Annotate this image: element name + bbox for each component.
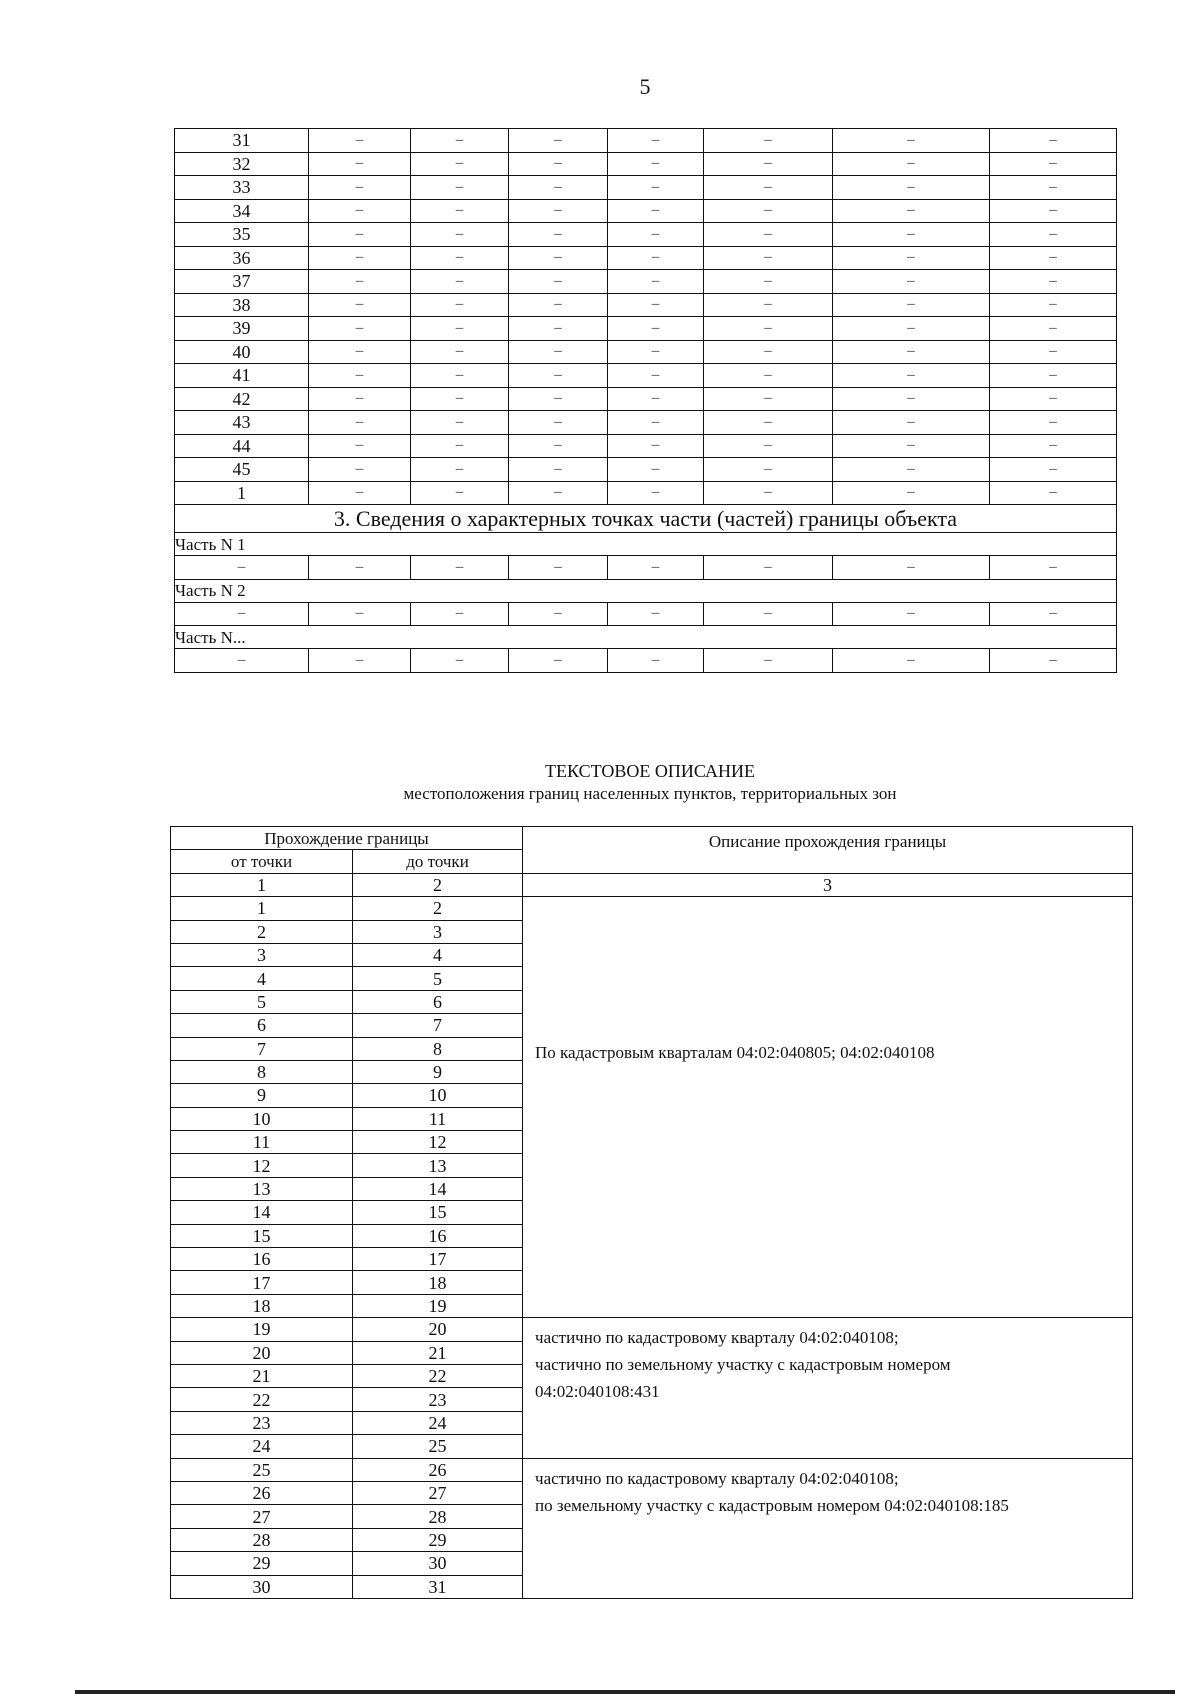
empty-value-dash: – bbox=[411, 176, 509, 200]
from-point-cell: 21 bbox=[171, 1364, 353, 1387]
to-point-cell: 10 bbox=[353, 1084, 523, 1107]
empty-value-dash: – bbox=[608, 293, 704, 317]
table-row bbox=[171, 1318, 1133, 1341]
to-point-cell: 26 bbox=[353, 1458, 523, 1481]
table-row bbox=[175, 434, 1117, 458]
empty-value-dash: – bbox=[411, 387, 509, 411]
empty-value-dash: – bbox=[704, 270, 833, 294]
empty-value-dash: – bbox=[309, 411, 411, 435]
empty-value-dash: – bbox=[411, 364, 509, 388]
to-point-cell: 23 bbox=[353, 1388, 523, 1411]
description-line: По кадастровым кварталам 04:02:040805; 04:02:040108 bbox=[535, 1042, 935, 1062]
empty-value-dash: – bbox=[411, 602, 509, 626]
empty-value-dash: – bbox=[704, 293, 833, 317]
empty-value-dash: – bbox=[608, 364, 704, 388]
part-label-row bbox=[175, 579, 1117, 602]
empty-value-dash: – bbox=[704, 176, 833, 200]
to-point-cell: 16 bbox=[353, 1224, 523, 1247]
from-point-cell: 25 bbox=[171, 1458, 353, 1481]
table-row bbox=[175, 602, 1117, 626]
to-point-cell: 29 bbox=[353, 1528, 523, 1551]
empty-value-dash: – bbox=[509, 602, 608, 626]
column-number-1: 1 bbox=[171, 873, 353, 896]
from-point-cell: 17 bbox=[171, 1271, 353, 1294]
empty-value-dash: – bbox=[833, 246, 990, 270]
empty-value-dash: – bbox=[833, 387, 990, 411]
table-row bbox=[175, 458, 1117, 482]
boundary-description-cell bbox=[523, 897, 1133, 1318]
to-point-header: до точки bbox=[353, 850, 523, 873]
empty-value-dash: – bbox=[704, 340, 833, 364]
empty-value-dash: – bbox=[833, 270, 990, 294]
table-row bbox=[175, 364, 1117, 388]
table-row bbox=[175, 129, 1117, 153]
empty-value-dash: – bbox=[990, 602, 1117, 626]
from-point-cell: 18 bbox=[171, 1294, 353, 1317]
description-line: частично по земельному участку с кадастровым номером bbox=[535, 1355, 951, 1375]
to-point-cell: 3 bbox=[353, 920, 523, 943]
empty-value-dash: – bbox=[704, 223, 833, 247]
empty-value-dash: – bbox=[411, 458, 509, 482]
empty-value-dash: – bbox=[309, 293, 411, 317]
empty-value-dash: – bbox=[411, 434, 509, 458]
empty-value-dash: – bbox=[608, 129, 704, 153]
empty-value-dash: – bbox=[990, 387, 1117, 411]
point-number: 33 bbox=[175, 176, 309, 200]
empty-value-dash: – bbox=[608, 649, 704, 673]
from-point-cell: 2 bbox=[171, 920, 353, 943]
from-point-header: от точки bbox=[171, 850, 353, 873]
from-point-cell: 6 bbox=[171, 1014, 353, 1037]
table-row bbox=[175, 649, 1117, 673]
to-point-cell: 8 bbox=[353, 1037, 523, 1060]
to-point-cell: 25 bbox=[353, 1435, 523, 1458]
page-number: 5 bbox=[639, 74, 651, 99]
to-point-cell: 27 bbox=[353, 1481, 523, 1504]
empty-value-dash: – bbox=[704, 129, 833, 153]
empty-value-dash: – bbox=[990, 481, 1117, 505]
empty-value-dash: – bbox=[704, 199, 833, 223]
empty-value-dash: – bbox=[833, 556, 990, 580]
empty-value-dash: – bbox=[608, 411, 704, 435]
table-row bbox=[175, 152, 1117, 176]
boundary-description-cell bbox=[523, 1318, 1133, 1458]
to-point-cell: 30 bbox=[353, 1552, 523, 1575]
part-label-row bbox=[175, 626, 1117, 649]
empty-value-dash: – bbox=[608, 176, 704, 200]
from-point-cell: 26 bbox=[171, 1481, 353, 1504]
to-point-cell: 14 bbox=[353, 1177, 523, 1200]
boundary-description-cell bbox=[523, 1458, 1133, 1598]
empty-value-dash: – bbox=[309, 458, 411, 482]
empty-value-dash: – bbox=[833, 411, 990, 435]
point-number: 39 bbox=[175, 317, 309, 341]
passage-header: Прохождение границы bbox=[171, 827, 523, 850]
empty-value-dash: – bbox=[990, 270, 1117, 294]
empty-value-dash: – bbox=[990, 129, 1117, 153]
empty-value-dash: – bbox=[309, 176, 411, 200]
empty-value-dash: – bbox=[990, 223, 1117, 247]
empty-value-dash: – bbox=[509, 387, 608, 411]
page-bottom-rule bbox=[75, 1690, 1175, 1694]
to-point-cell: 31 bbox=[353, 1575, 523, 1598]
empty-value-dash: – bbox=[833, 649, 990, 673]
point-number: 45 bbox=[175, 458, 309, 482]
from-point-cell: 28 bbox=[171, 1528, 353, 1551]
empty-value-dash: – bbox=[509, 556, 608, 580]
point-number: 42 bbox=[175, 387, 309, 411]
empty-value-dash: – bbox=[704, 387, 833, 411]
empty-value-dash: – bbox=[509, 649, 608, 673]
empty-value-dash: – bbox=[990, 246, 1117, 270]
description-title: ТЕКСТОВОЕ ОПИСАНИЕ bbox=[545, 761, 755, 781]
empty-value-dash: – bbox=[833, 364, 990, 388]
to-point-cell: 6 bbox=[353, 990, 523, 1013]
empty-value-dash: – bbox=[990, 340, 1117, 364]
empty-value-dash: – bbox=[608, 246, 704, 270]
empty-value-dash: – bbox=[411, 293, 509, 317]
to-point-cell: 19 bbox=[353, 1294, 523, 1317]
point-number: 36 bbox=[175, 246, 309, 270]
from-point-cell: 9 bbox=[171, 1084, 353, 1107]
empty-value-dash: – bbox=[411, 556, 509, 580]
empty-value-dash: – bbox=[509, 364, 608, 388]
empty-value-dash: – bbox=[704, 364, 833, 388]
empty-value-dash: – bbox=[411, 199, 509, 223]
empty-value-dash: – bbox=[990, 176, 1117, 200]
table-row bbox=[175, 481, 1117, 505]
table-row bbox=[175, 223, 1117, 247]
empty-value-dash: – bbox=[309, 199, 411, 223]
empty-value-dash: – bbox=[309, 556, 411, 580]
empty-value-dash: – bbox=[704, 246, 833, 270]
empty-value-dash: – bbox=[833, 129, 990, 153]
description-line: частично по кадастровому кварталу 04:02:040108; bbox=[535, 1328, 899, 1348]
table-row bbox=[175, 270, 1117, 294]
point-number: 38 bbox=[175, 293, 309, 317]
empty-value-dash: – bbox=[833, 199, 990, 223]
empty-value-dash: – bbox=[608, 434, 704, 458]
empty-value-dash: – bbox=[833, 176, 990, 200]
table-row bbox=[171, 1458, 1133, 1481]
empty-value-dash: – bbox=[509, 129, 608, 153]
empty-value-dash: – bbox=[990, 293, 1117, 317]
from-point-cell: 10 bbox=[171, 1107, 353, 1130]
table-row bbox=[175, 411, 1117, 435]
point-number: 37 bbox=[175, 270, 309, 294]
to-point-cell: 9 bbox=[353, 1060, 523, 1083]
empty-value-dash: – bbox=[608, 270, 704, 294]
point-number: 40 bbox=[175, 340, 309, 364]
from-point-cell: 5 bbox=[171, 990, 353, 1013]
empty-value-dash: – bbox=[509, 340, 608, 364]
point-number: 35 bbox=[175, 223, 309, 247]
part-label-row bbox=[175, 533, 1117, 556]
to-point-cell: 22 bbox=[353, 1364, 523, 1387]
from-point-cell: 8 bbox=[171, 1060, 353, 1083]
to-point-cell: 5 bbox=[353, 967, 523, 990]
column-number-2: 2 bbox=[353, 873, 523, 896]
empty-value-dash: – bbox=[704, 411, 833, 435]
part-label: Часть N 1 bbox=[175, 533, 1117, 556]
from-point-cell: 13 bbox=[171, 1177, 353, 1200]
to-point-cell: 15 bbox=[353, 1201, 523, 1224]
empty-value-dash: – bbox=[704, 481, 833, 505]
empty-value-dash: – bbox=[990, 199, 1117, 223]
table-row bbox=[175, 317, 1117, 341]
coordinates-table bbox=[174, 128, 1117, 673]
empty-value-dash: – bbox=[175, 649, 309, 673]
description-subtitle: местоположения границ населенных пунктов, территориальных зон bbox=[403, 784, 897, 803]
empty-value-dash: – bbox=[309, 340, 411, 364]
empty-value-dash: – bbox=[509, 176, 608, 200]
empty-value-dash: – bbox=[990, 152, 1117, 176]
empty-value-dash: – bbox=[833, 458, 990, 482]
empty-value-dash: – bbox=[309, 364, 411, 388]
empty-value-dash: – bbox=[509, 458, 608, 482]
empty-value-dash: – bbox=[990, 317, 1117, 341]
empty-value-dash: – bbox=[509, 199, 608, 223]
empty-value-dash: – bbox=[833, 340, 990, 364]
empty-value-dash: – bbox=[309, 270, 411, 294]
boundary-description-table bbox=[170, 826, 1133, 1599]
empty-value-dash: – bbox=[411, 481, 509, 505]
empty-value-dash: – bbox=[509, 270, 608, 294]
part-label: Часть N... bbox=[175, 626, 1117, 649]
empty-value-dash: – bbox=[411, 270, 509, 294]
empty-value-dash: – bbox=[509, 411, 608, 435]
empty-value-dash: – bbox=[833, 434, 990, 458]
point-number: 41 bbox=[175, 364, 309, 388]
empty-value-dash: – bbox=[411, 223, 509, 247]
description-line: 04:02:040108:431 bbox=[535, 1382, 660, 1402]
empty-value-dash: – bbox=[411, 129, 509, 153]
empty-value-dash: – bbox=[833, 223, 990, 247]
table-row bbox=[175, 246, 1117, 270]
to-point-cell: 21 bbox=[353, 1341, 523, 1364]
from-point-cell: 12 bbox=[171, 1154, 353, 1177]
empty-value-dash: – bbox=[309, 649, 411, 673]
empty-value-dash: – bbox=[833, 481, 990, 505]
empty-value-dash: – bbox=[704, 556, 833, 580]
description-line: частично по кадастровому кварталу 04:02:040108; bbox=[535, 1468, 899, 1488]
to-point-cell: 4 bbox=[353, 943, 523, 966]
empty-value-dash: – bbox=[509, 434, 608, 458]
empty-value-dash: – bbox=[833, 293, 990, 317]
from-point-cell: 24 bbox=[171, 1435, 353, 1458]
empty-value-dash: – bbox=[309, 602, 411, 626]
point-number: 1 bbox=[175, 481, 309, 505]
table-row bbox=[175, 176, 1117, 200]
from-point-cell: 23 bbox=[171, 1411, 353, 1434]
point-number: 32 bbox=[175, 152, 309, 176]
to-point-cell: 17 bbox=[353, 1248, 523, 1271]
from-point-cell: 27 bbox=[171, 1505, 353, 1528]
to-point-cell: 28 bbox=[353, 1505, 523, 1528]
empty-value-dash: – bbox=[411, 152, 509, 176]
from-point-cell: 7 bbox=[171, 1037, 353, 1060]
empty-value-dash: – bbox=[990, 411, 1117, 435]
empty-value-dash: – bbox=[833, 152, 990, 176]
to-point-cell: 18 bbox=[353, 1271, 523, 1294]
section-row bbox=[175, 505, 1117, 533]
from-point-cell: 29 bbox=[171, 1552, 353, 1575]
empty-value-dash: – bbox=[990, 649, 1117, 673]
empty-value-dash: – bbox=[509, 246, 608, 270]
to-point-cell: 13 bbox=[353, 1154, 523, 1177]
point-number: 31 bbox=[175, 129, 309, 153]
from-point-cell: 11 bbox=[171, 1131, 353, 1154]
empty-value-dash: – bbox=[704, 317, 833, 341]
point-number: 44 bbox=[175, 434, 309, 458]
from-point-cell: 20 bbox=[171, 1341, 353, 1364]
empty-value-dash: – bbox=[608, 481, 704, 505]
empty-value-dash: – bbox=[990, 458, 1117, 482]
empty-value-dash: – bbox=[509, 293, 608, 317]
from-point-cell: 14 bbox=[171, 1201, 353, 1224]
empty-value-dash: – bbox=[608, 340, 704, 364]
from-point-cell: 15 bbox=[171, 1224, 353, 1247]
to-point-cell: 11 bbox=[353, 1107, 523, 1130]
empty-value-dash: – bbox=[608, 602, 704, 626]
empty-value-dash: – bbox=[704, 649, 833, 673]
table-row bbox=[175, 556, 1117, 580]
from-point-cell: 1 bbox=[171, 897, 353, 920]
empty-value-dash: – bbox=[509, 317, 608, 341]
from-point-cell: 4 bbox=[171, 967, 353, 990]
empty-value-dash: – bbox=[509, 223, 608, 247]
to-point-cell: 24 bbox=[353, 1411, 523, 1434]
table-row bbox=[175, 340, 1117, 364]
empty-value-dash: – bbox=[833, 602, 990, 626]
empty-value-dash: – bbox=[411, 246, 509, 270]
point-number: 43 bbox=[175, 411, 309, 435]
empty-value-dash: – bbox=[509, 152, 608, 176]
empty-value-dash: – bbox=[704, 152, 833, 176]
table-row bbox=[175, 199, 1117, 223]
empty-value-dash: – bbox=[990, 364, 1117, 388]
table-row bbox=[171, 897, 1133, 920]
empty-value-dash: – bbox=[608, 317, 704, 341]
description-header: Описание прохождения границы bbox=[523, 827, 1133, 874]
empty-value-dash: – bbox=[608, 458, 704, 482]
empty-value-dash: – bbox=[175, 602, 309, 626]
from-point-cell: 22 bbox=[171, 1388, 353, 1411]
empty-value-dash: – bbox=[704, 458, 833, 482]
point-number: 34 bbox=[175, 199, 309, 223]
empty-value-dash: – bbox=[309, 246, 411, 270]
empty-value-dash: – bbox=[309, 434, 411, 458]
empty-value-dash: – bbox=[608, 152, 704, 176]
section-3-title: 3. Сведения о характерных точках части (частей) границы объекта bbox=[175, 505, 1117, 533]
to-point-cell: 20 bbox=[353, 1318, 523, 1341]
empty-value-dash: – bbox=[608, 199, 704, 223]
column-number-3: 3 bbox=[523, 873, 1133, 896]
empty-value-dash: – bbox=[411, 340, 509, 364]
empty-value-dash: – bbox=[608, 556, 704, 580]
empty-value-dash: – bbox=[411, 649, 509, 673]
empty-value-dash: – bbox=[608, 387, 704, 411]
empty-value-dash: – bbox=[509, 481, 608, 505]
empty-value-dash: – bbox=[411, 317, 509, 341]
from-point-cell: 19 bbox=[171, 1318, 353, 1341]
from-point-cell: 30 bbox=[171, 1575, 353, 1598]
empty-value-dash: – bbox=[309, 481, 411, 505]
empty-value-dash: – bbox=[309, 387, 411, 411]
empty-value-dash: – bbox=[990, 556, 1117, 580]
empty-value-dash: – bbox=[990, 434, 1117, 458]
empty-value-dash: – bbox=[704, 434, 833, 458]
to-point-cell: 12 bbox=[353, 1131, 523, 1154]
to-point-cell: 7 bbox=[353, 1014, 523, 1037]
table-row bbox=[175, 387, 1117, 411]
empty-value-dash: – bbox=[309, 129, 411, 153]
part-label: Часть N 2 bbox=[175, 579, 1117, 602]
empty-value-dash: – bbox=[309, 152, 411, 176]
empty-value-dash: – bbox=[309, 317, 411, 341]
empty-value-dash: – bbox=[175, 556, 309, 580]
to-point-cell: 2 bbox=[353, 897, 523, 920]
table-row bbox=[175, 293, 1117, 317]
empty-value-dash: – bbox=[704, 602, 833, 626]
empty-value-dash: – bbox=[608, 223, 704, 247]
from-point-cell: 3 bbox=[171, 943, 353, 966]
empty-value-dash: – bbox=[411, 411, 509, 435]
from-point-cell: 16 bbox=[171, 1248, 353, 1271]
empty-value-dash: – bbox=[833, 317, 990, 341]
empty-value-dash: – bbox=[309, 223, 411, 247]
description-line: по земельному участку с кадастровым номером 04:02:040108:185 bbox=[535, 1495, 1009, 1515]
